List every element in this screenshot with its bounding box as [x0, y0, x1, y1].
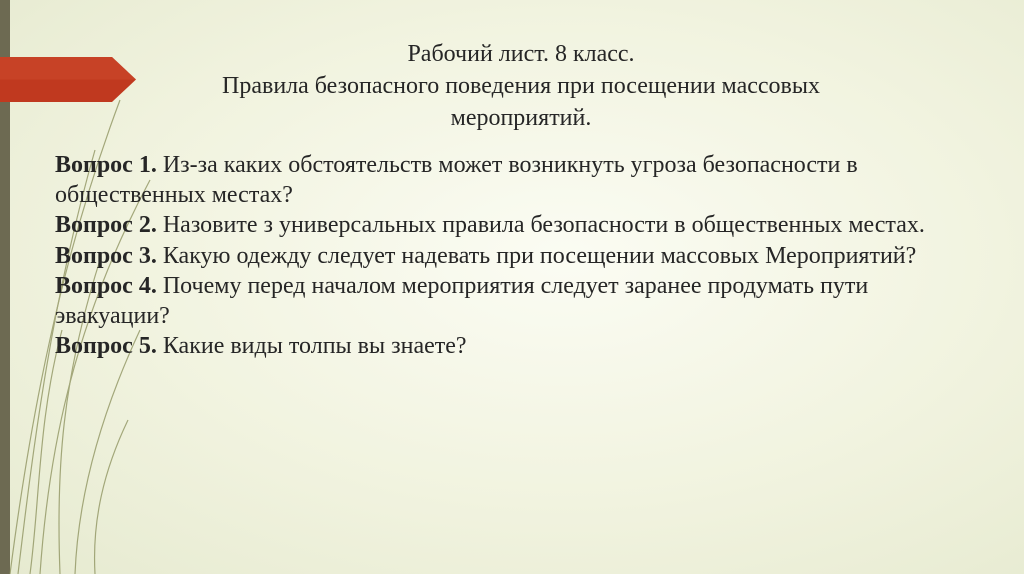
question-2-label: Вопрос 2. — [55, 212, 157, 239]
question-5-text: Какие виды толпы вы знаете? — [156, 333, 467, 360]
question-4-label: Вопрос 4. — [55, 272, 157, 299]
question-3-text: Какую одежду следует надевать при посещении массовых Мероприятий? — [156, 242, 917, 269]
title-line-2: Правила безопасного поведения при посещении массовых — [222, 73, 820, 99]
question-1 — [55, 150, 975, 210]
questions-list — [55, 150, 975, 361]
question-3-label: Вопрос 3. — [55, 242, 157, 269]
question-5 — [55, 331, 975, 361]
question-2-text: Назовите з универсальных правила безопасности в общественных местах. — [156, 212, 925, 239]
question-5-label: Вопрос 5. — [55, 333, 157, 360]
title-line-3: мероприятий. — [450, 105, 592, 131]
question-4-text: Почему перед началом мероприятия следует заранее продумать пути эвакуации? — [55, 272, 869, 330]
title-line-1: Рабочий лист. 8 класс. — [407, 41, 635, 67]
slide-title — [56, 38, 986, 134]
question-1-label: Вопрос 1. — [55, 152, 157, 178]
question-1-text: Из-за каких обстоятельств может возникнуть угроза безопасности в общественных местах? — [55, 152, 858, 209]
question-2 — [55, 210, 975, 240]
question-3 — [55, 241, 975, 271]
question-4 — [55, 271, 975, 331]
